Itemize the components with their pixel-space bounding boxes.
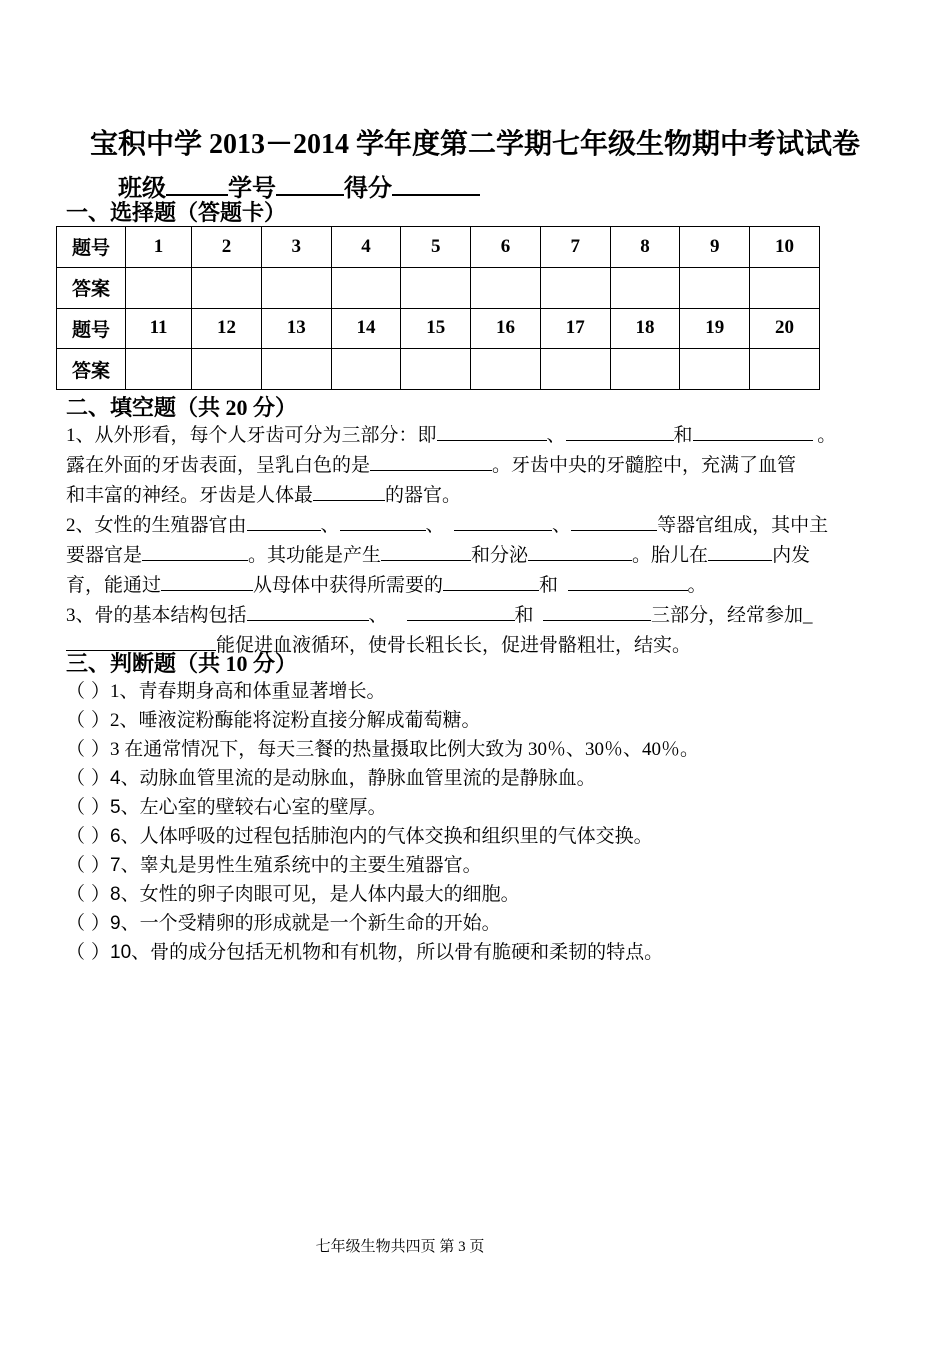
q1-text: 1、从外形看，每个人牙齿可分为三部分：即 (66, 425, 437, 446)
answer-paren[interactable]: （ ） (66, 680, 111, 702)
blank[interactable] (313, 480, 385, 501)
section3-heading: 三、判断题（共 10 分） (66, 651, 298, 676)
blank[interactable] (142, 540, 248, 561)
question-number: 3 (261, 227, 331, 268)
answer-row-2 (57, 349, 820, 390)
answer-paren[interactable]: （ ） (66, 796, 111, 818)
number-label: 学号 (228, 176, 276, 202)
q3-text: 3、骨的基本结构包括 (66, 605, 247, 626)
list-item (66, 735, 699, 764)
question-number: 7 (540, 227, 610, 268)
q2-line-1 (66, 510, 891, 540)
q3-text: 和 (514, 605, 534, 626)
q2-text: 从母体中获得所需要的 (253, 575, 444, 596)
answer-cell[interactable] (610, 267, 680, 308)
question-number: 9 (680, 227, 750, 268)
blank[interactable] (566, 420, 674, 441)
question-number: 17 (540, 308, 610, 349)
class-blank[interactable] (166, 172, 228, 196)
row-label-answer: 答案 (57, 267, 126, 308)
q2-text: 等器官组成，其中主 (657, 515, 829, 536)
question-number: 15 (401, 308, 471, 349)
answer-cell[interactable] (680, 349, 750, 390)
q2-text: 和分泌 (471, 545, 529, 566)
list-item (66, 793, 699, 822)
question-number: 16 (471, 308, 541, 349)
answer-paren[interactable]: （ ） (66, 912, 111, 934)
answer-cell[interactable] (610, 349, 680, 390)
score-blank[interactable] (392, 172, 480, 196)
answer-cell[interactable] (192, 349, 262, 390)
page-title: 宝积中学 2013－2014 学年度第二学期七年级生物期中考试试卷 (89, 129, 860, 160)
answer-cell[interactable] (471, 267, 541, 308)
tf-statement: 7、睾丸是男性生殖系统中的主要生殖器官。 (110, 855, 482, 876)
row-label-question: 题号 (57, 227, 126, 268)
list-item (66, 677, 699, 706)
answer-paren[interactable]: （ ） (66, 941, 111, 963)
q1-text: 和丰富的神经。牙齿是人体最 (66, 485, 314, 506)
blank[interactable] (247, 510, 321, 531)
q1-text: 和 (673, 425, 693, 446)
tf-statement: 5、左心室的壁较右心室的壁厚。 (110, 797, 387, 818)
blank[interactable] (161, 570, 253, 591)
q1-line-3 (66, 480, 891, 510)
list-item (66, 909, 699, 938)
question-number: 10 (750, 227, 820, 268)
tf-statement: 1、青春期身高和体重显著增长。 (110, 681, 386, 702)
q1-line-2 (66, 450, 891, 480)
tf-statement: 3 在通常情况下，每天三餐的热量摄取比例大致为 30％、30％、40％。 (110, 739, 700, 760)
question-number: 5 (401, 227, 471, 268)
blank[interactable] (407, 600, 515, 621)
answer-cell[interactable] (540, 349, 610, 390)
q2-line-2 (66, 540, 891, 570)
question-number: 6 (471, 227, 541, 268)
blank[interactable] (381, 540, 471, 561)
blank[interactable] (571, 510, 657, 531)
answer-paren[interactable]: （ ） (66, 883, 111, 905)
q3-text: 三部分，经常参加_ (651, 605, 813, 626)
blank[interactable] (708, 540, 772, 561)
q2-text: 。其功能是产生 (248, 545, 382, 566)
fill-in-questions (66, 420, 891, 660)
question-number-row-2 (57, 308, 820, 349)
blank[interactable] (443, 570, 539, 591)
answer-cell[interactable] (331, 349, 401, 390)
q2-text: 。 (687, 575, 707, 596)
blank[interactable] (528, 540, 632, 561)
blank[interactable] (370, 450, 492, 471)
question-number: 11 (126, 308, 192, 349)
q2-text: 、 (425, 515, 445, 536)
answer-cell[interactable] (126, 267, 192, 308)
tf-statement: 10、骨的成分包括无机物和有机物，所以骨有脆硬和柔韧的特点。 (110, 942, 664, 963)
q2-text: 、 (552, 515, 572, 536)
q3-line-1 (66, 600, 891, 630)
score-label: 得分 (344, 176, 392, 202)
q2-text: 、 (320, 515, 340, 536)
row-label-question: 题号 (57, 308, 126, 349)
answer-paren[interactable]: （ ） (66, 738, 111, 760)
true-false-list (66, 677, 699, 967)
list-item (66, 938, 699, 967)
q2-text: 要器官是 (66, 545, 143, 566)
question-number: 4 (331, 227, 401, 268)
answer-paren[interactable]: （ ） (66, 825, 111, 847)
q3-text: 、 (368, 605, 388, 626)
blank[interactable] (247, 600, 369, 621)
list-item (66, 764, 699, 793)
answer-paren[interactable]: （ ） (66, 854, 111, 876)
question-number: 19 (680, 308, 750, 349)
list-item (66, 851, 699, 880)
question-number: 14 (331, 308, 401, 349)
q3-text: 能促进血液循环，使骨长粗长长，促进骨骼粗壮，结实。 (216, 635, 692, 656)
q2-text: 。胎儿在 (632, 545, 709, 566)
blank[interactable] (340, 510, 426, 531)
section2-heading: 二、填空题（共 20 分） (66, 395, 298, 420)
question-number: 2 (192, 227, 262, 268)
answer-cell[interactable] (680, 267, 750, 308)
answer-paren[interactable]: （ ） (66, 767, 111, 789)
tf-statement: 4、动脉血管里流的是动脉血，静脉血管里流的是静脉血。 (110, 768, 596, 789)
answer-cell[interactable] (261, 267, 331, 308)
question-number: 20 (750, 308, 820, 349)
answer-cell[interactable] (331, 267, 401, 308)
q1-text: 。牙齿中央的牙髓腔中，充满了血管 (492, 455, 797, 476)
q1-text: 的器官。 (385, 485, 462, 506)
q1-line-1 (66, 420, 891, 450)
blank[interactable] (693, 420, 813, 441)
q2-text: 和 (539, 575, 559, 596)
answer-cell[interactable] (192, 267, 262, 308)
tf-statement: 9、一个受精卵的形成就是一个新生命的开始。 (110, 913, 501, 934)
blank[interactable] (543, 600, 651, 621)
q1-text: 。 (817, 425, 837, 446)
row-label-answer: 答案 (57, 349, 126, 390)
section1-heading: 一、选择题（答题卡） (66, 200, 287, 225)
answer-cell[interactable] (750, 267, 820, 308)
q2-text: 育，能通过 (66, 575, 162, 596)
q2-text: 2、女性的生殖器官由 (66, 515, 247, 536)
tf-statement: 8、女性的卵子肉眼可见，是人体内最大的细胞。 (110, 884, 520, 905)
answer-cell[interactable] (750, 349, 820, 390)
answer-cell[interactable] (126, 349, 192, 390)
q1-text: 露在外面的牙齿表面，呈乳白色的是 (66, 455, 371, 476)
question-number: 13 (261, 308, 331, 349)
blank[interactable] (437, 420, 547, 441)
class-label: 班级 (118, 176, 166, 202)
page-footer: 七年级生物共四页 第 3 页 (315, 1239, 485, 1255)
question-number: 1 (126, 227, 192, 268)
number-blank[interactable] (276, 172, 344, 196)
answer-cell[interactable] (471, 349, 541, 390)
tf-statement: 6、人体呼吸的过程包括肺泡内的气体交换和组织里的气体交换。 (110, 826, 653, 847)
question-number: 12 (192, 308, 262, 349)
list-item (66, 706, 699, 735)
answer-cell[interactable] (261, 349, 331, 390)
question-number: 18 (610, 308, 680, 349)
question-number-row-1 (57, 227, 820, 268)
answer-cell[interactable] (401, 267, 471, 308)
answer-card-table (56, 226, 820, 390)
list-item (66, 822, 699, 851)
answer-row-1 (57, 267, 820, 308)
answer-paren[interactable]: （ ） (66, 709, 111, 731)
blank[interactable] (568, 570, 688, 591)
answer-cell[interactable] (540, 267, 610, 308)
answer-cell[interactable] (401, 349, 471, 390)
list-item (66, 880, 699, 909)
q2-line-3 (66, 570, 891, 600)
blank[interactable] (454, 510, 552, 531)
q2-text: 内发 (772, 545, 811, 566)
tf-statement: 2、唾液淀粉酶能将淀粉直接分解成葡萄糖。 (110, 710, 481, 731)
question-number: 8 (610, 227, 680, 268)
q1-text: 、 (546, 425, 566, 446)
